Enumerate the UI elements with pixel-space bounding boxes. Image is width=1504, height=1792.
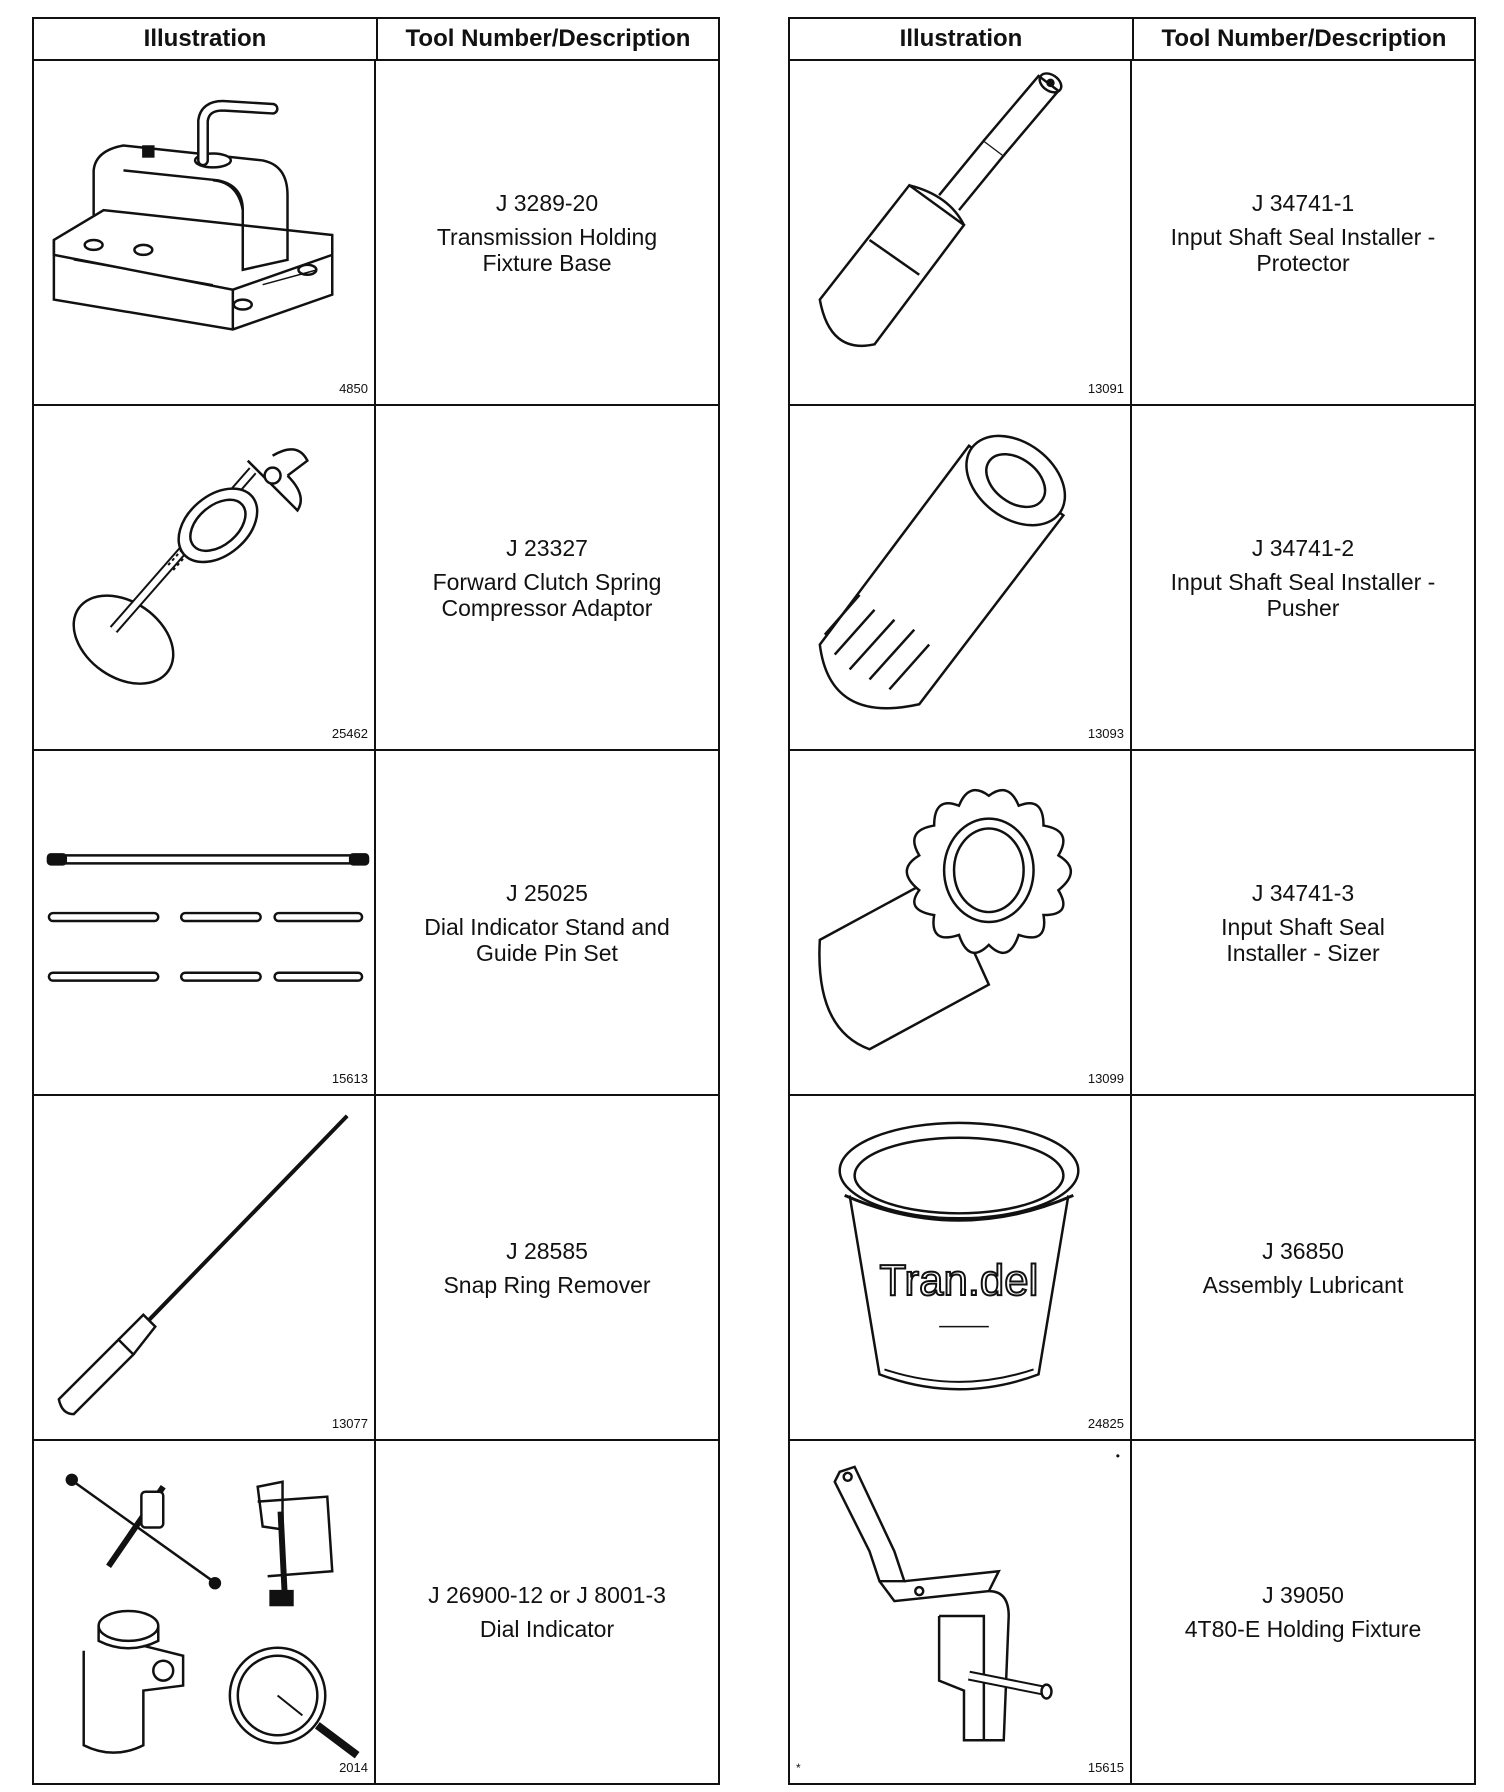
tool-name: Transmission Holding Fixture Base xyxy=(436,223,658,276)
holding-fixture-icon xyxy=(790,1441,1130,1783)
tool-name: Assembly Lubricant xyxy=(1202,1271,1404,1298)
tool-number: J 3289-20 xyxy=(495,189,599,216)
illustration-header: Illustration xyxy=(790,19,1134,59)
guide-pin-set-icon xyxy=(34,751,374,1094)
illustration-cell xyxy=(790,406,1132,749)
table-row xyxy=(34,61,718,406)
illustration-header: Illustration xyxy=(34,19,378,59)
tool-number: J 28585 xyxy=(506,1237,588,1264)
tool-description xyxy=(1132,751,1474,1094)
tool-table-left xyxy=(32,17,720,1785)
seal-installer-protector-icon xyxy=(790,61,1130,404)
table-row xyxy=(790,1096,1474,1441)
tool-description xyxy=(376,61,718,404)
tool-number: J 34741-3 xyxy=(1251,879,1355,906)
tool-name: Dial Indicator Stand and Guide Pin Set xyxy=(424,913,670,966)
figure-number: 24825 xyxy=(1087,1416,1124,1431)
tool-name: Dial Indicator xyxy=(479,1616,615,1642)
snap-ring-remover-icon xyxy=(34,1096,374,1439)
figure-number: 13091 xyxy=(1087,381,1124,396)
figure-number: 13077 xyxy=(331,1416,368,1431)
tool-description xyxy=(376,1441,718,1783)
illustration-cell xyxy=(34,1441,376,1783)
table-header xyxy=(790,19,1474,61)
tool-name: Input Shaft Seal Installer - Pusher xyxy=(1170,568,1436,621)
table-row xyxy=(34,751,718,1096)
tool-name: Snap Ring Remover xyxy=(443,1271,651,1298)
tool-description xyxy=(1132,1441,1474,1783)
tool-description xyxy=(1132,1096,1474,1439)
tool-table-right xyxy=(788,17,1476,1785)
figure-number: 13099 xyxy=(1087,1071,1124,1086)
illustration-cell xyxy=(790,1096,1132,1439)
tool-number: J 25025 xyxy=(506,879,588,906)
illustration-cell xyxy=(790,751,1132,1094)
table-row xyxy=(790,406,1474,751)
tool-number: J 36850 xyxy=(1262,1237,1344,1264)
spring-compressor-adaptor-icon xyxy=(34,406,374,749)
tool-number: J 34741-2 xyxy=(1251,534,1355,561)
illustration-cell xyxy=(790,61,1132,404)
tool-description xyxy=(376,751,718,1094)
tool-number: J 39050 xyxy=(1262,1582,1344,1608)
seal-installer-sizer-icon xyxy=(790,751,1130,1094)
seal-installer-pusher-icon xyxy=(790,406,1130,749)
tool-name: 4T80-E Holding Fixture xyxy=(1184,1616,1422,1642)
illustration-cell: * • 15615 xyxy=(790,1441,1132,1783)
tool-description xyxy=(376,406,718,749)
lubricant-logo: Tran.del xyxy=(879,1255,1039,1305)
tool-description xyxy=(376,1096,718,1439)
tool-name: Forward Clutch Spring Compressor Adaptor xyxy=(432,568,662,621)
table-row xyxy=(790,1441,1474,1783)
lubricant-tub-icon xyxy=(790,1096,1130,1439)
figure-number: 13093 xyxy=(1087,726,1124,741)
figure-number: 25462 xyxy=(331,726,368,741)
tool-number: J 26900-12 or J 8001-3 xyxy=(428,1582,666,1608)
tool-name: Input Shaft Seal Installer - Sizer xyxy=(1221,913,1385,966)
table-header xyxy=(34,19,718,61)
tool-description xyxy=(1132,61,1474,404)
figure-number: 15613 xyxy=(331,1071,368,1086)
tool-description xyxy=(1132,406,1474,749)
table-row xyxy=(34,1096,718,1441)
tool-description-header: Tool Number/Description xyxy=(405,25,691,52)
figure-number: 4850 xyxy=(339,381,368,396)
tool-description-header: Tool Number/Description xyxy=(1161,25,1447,52)
table-row xyxy=(790,751,1474,1096)
table-row xyxy=(790,61,1474,406)
tool-name: Input Shaft Seal Installer - Protector xyxy=(1170,223,1436,276)
tool-number: J 23327 xyxy=(506,534,588,561)
dial-indicator-icon xyxy=(34,1441,374,1783)
illustration-cell xyxy=(34,61,376,404)
illustration-cell xyxy=(34,406,376,749)
figure-number: 15615 xyxy=(1087,1760,1124,1775)
figure-number: 2014 xyxy=(339,1760,368,1775)
table-row xyxy=(34,1441,718,1783)
holding-fixture-base-icon xyxy=(34,61,374,404)
illustration-cell xyxy=(34,751,376,1094)
tool-number: J 34741-1 xyxy=(1251,189,1355,216)
table-row xyxy=(34,406,718,751)
illustration-cell xyxy=(34,1096,376,1439)
